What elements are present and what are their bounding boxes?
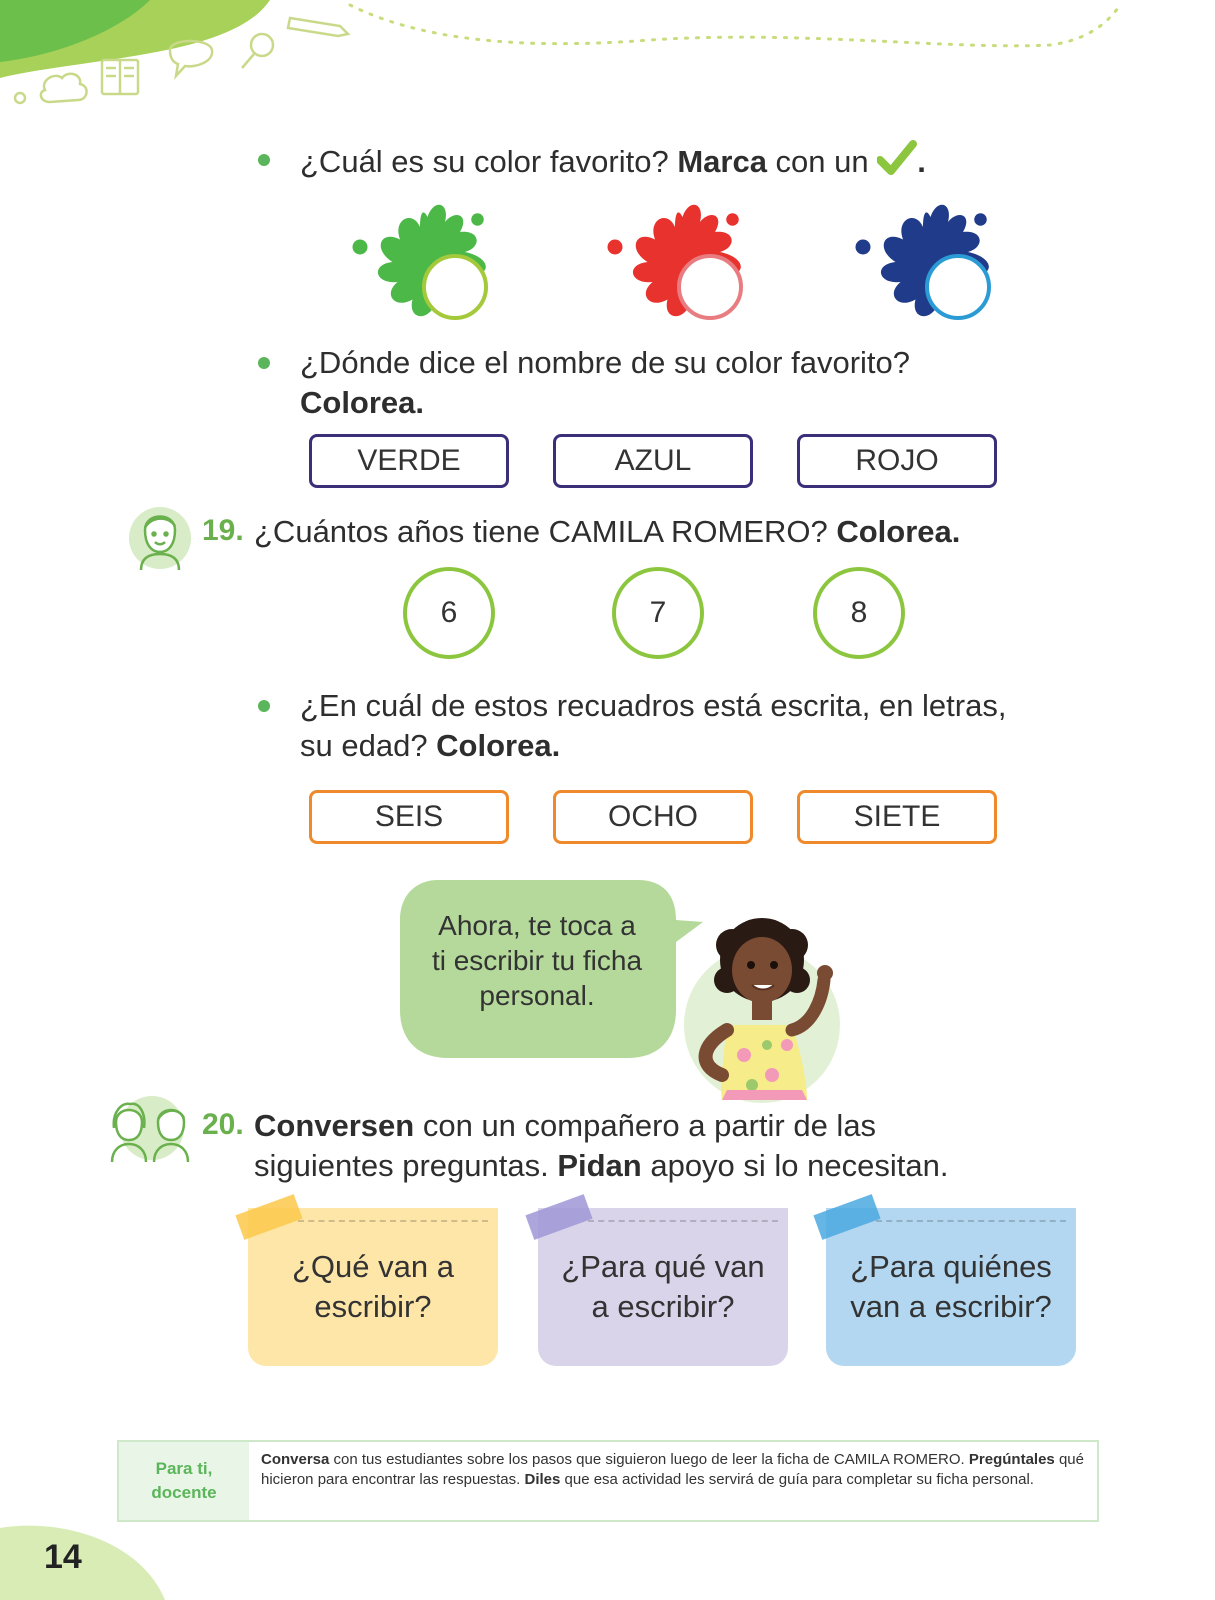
paint-splat-red xyxy=(595,188,775,333)
question-19: ¿Cuántos años tiene CAMILA ROMERO? Colorea. xyxy=(254,514,961,549)
question-note: ¿Qué van a escribir? xyxy=(248,1208,498,1366)
question-note: ¿Para qué van a escribir? xyxy=(538,1208,788,1366)
question-note: ¿Para quiénes van a escribir? xyxy=(826,1208,1076,1366)
color-word-rojo[interactable]: ROJO xyxy=(797,434,997,488)
age-word-seis[interactable]: SEIS xyxy=(309,790,509,844)
check-circle-blue[interactable] xyxy=(925,254,991,320)
age-word-siete[interactable]: SIETE xyxy=(797,790,997,844)
age-word-ocho[interactable]: OCHO xyxy=(553,790,753,844)
color-word-azul[interactable]: AZUL xyxy=(553,434,753,488)
student-icon xyxy=(127,500,193,572)
question-number: 20. xyxy=(202,1108,244,1141)
pair-of-students-icon xyxy=(108,1092,196,1164)
question-number: 19. xyxy=(202,514,244,547)
question-20: Conversen con un compañero a partir de las siguientes preguntas. Pidan apoyo si lo necesitan. xyxy=(254,1108,949,1183)
paint-splat-green xyxy=(340,188,520,333)
teacher-note xyxy=(117,1440,1099,1522)
age-option-8[interactable]: 8 xyxy=(813,567,905,659)
check-icon xyxy=(877,140,917,188)
girl-illustration xyxy=(682,885,847,1105)
paint-splat-blue xyxy=(843,188,1023,333)
bullet xyxy=(258,700,270,712)
check-circle-red[interactable] xyxy=(677,254,743,320)
speech-bubble-text: Ahora, te toca a ti escribir tu ficha personal. xyxy=(431,910,643,1011)
color-word-verde[interactable]: VERDE xyxy=(309,434,509,488)
header-decoration xyxy=(0,0,1215,140)
teacher-note-label: Para ti, docente xyxy=(151,1459,217,1502)
bullet xyxy=(258,154,270,166)
bullet xyxy=(258,357,270,369)
check-circle-green[interactable] xyxy=(422,254,488,320)
question-favorite-color: ¿Cuál es su color favorito? Marca con un . xyxy=(300,140,926,188)
page-corner xyxy=(0,1520,170,1600)
question-age-words: ¿En cuál de estos recuadros está escrita, en letras, su edad? Colorea. xyxy=(300,688,1007,763)
teacher-note-text: Conversa con tus estudiantes sobre los pasos que siguieron luego de leer la ficha de CAMILA ROMERO. Pregúntales qué hicieron para encontrar las respuestas. Diles que esa actividad les servirá de guía para completar su ficha personal. xyxy=(249,1442,1097,1520)
page-number: 14 xyxy=(44,1538,82,1576)
age-option-7[interactable]: 7 xyxy=(612,567,704,659)
age-option-6[interactable]: 6 xyxy=(403,567,495,659)
question-color-name: ¿Dónde dice el nombre de su color favorito? Colorea. xyxy=(300,345,910,420)
